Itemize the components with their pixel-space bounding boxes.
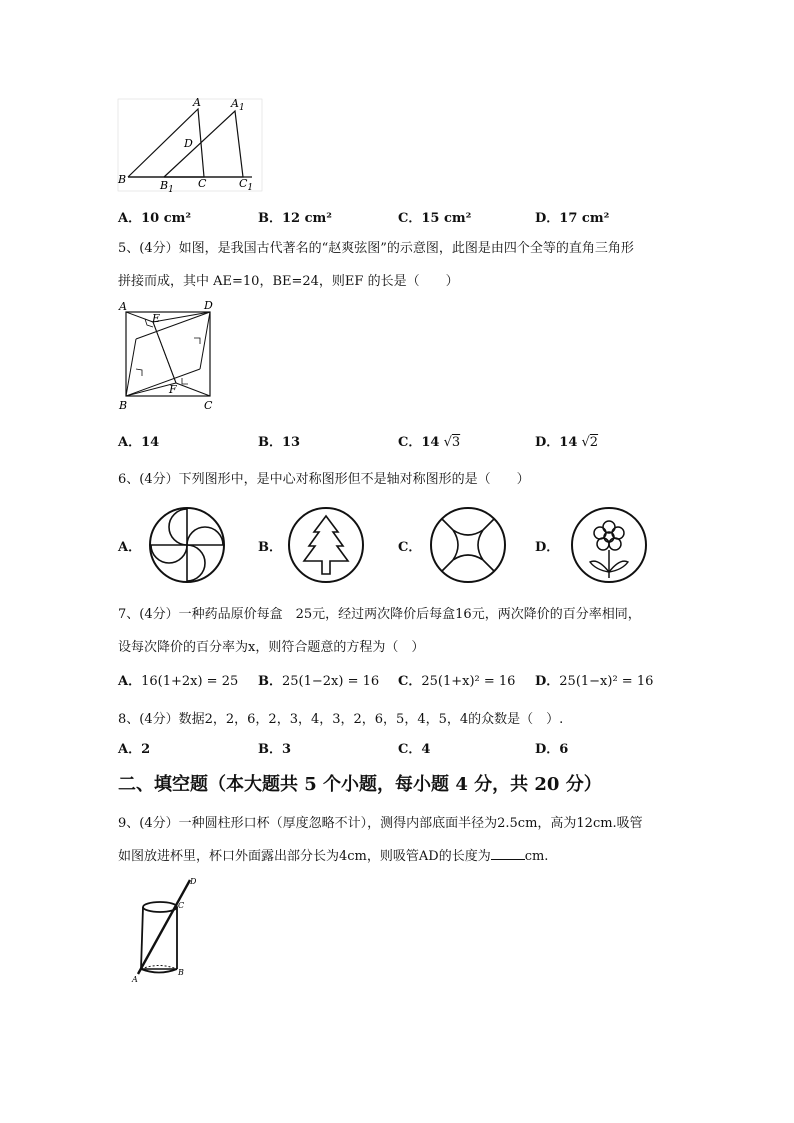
pinwheel-icon (148, 506, 226, 584)
q4-label-b1: $B_1$ (160, 179, 174, 195)
q8-option-b[interactable]: B．3 (258, 742, 292, 757)
q7-option-c[interactable]: C．25(1+x)² = 16 (398, 674, 516, 689)
q9-label-b: B (178, 968, 184, 977)
q9-stem-line1: 9、(4分）一种圆柱形口杯（厚度忽略不计），测得内部底面半径为2.5cm，高为12cm.吸管 (118, 816, 643, 831)
q7-option-d[interactable]: D．25(1−x)² = 16 (535, 674, 654, 689)
q5-zhao-shuang-figure (116, 298, 226, 413)
q4-label-a1: $A_1$ (231, 97, 245, 113)
q7-stem-line2: 设每次降价的百分率为x，则符合题意的方程为（ ） (118, 640, 425, 655)
q4-option-b[interactable]: B．12 cm² (258, 211, 332, 226)
q5-label-b: B (119, 399, 128, 412)
q5-option-b[interactable]: B．13 (258, 435, 301, 450)
q8-option-c[interactable]: C．4 (398, 742, 431, 757)
q5-option-a[interactable]: A．14 (118, 435, 160, 450)
q4-label-d: D (184, 137, 193, 150)
q8-stem: 8、(4分）数据2，2，6，2，3，4，3，2，6，5，4，5，4的众数是（ ）. (118, 712, 564, 727)
q4-label-c: C (198, 177, 207, 190)
q5-label-d: D (204, 299, 213, 312)
q9-answer-blank[interactable] (491, 848, 525, 860)
q5-option-c[interactable]: C．14 √3 (398, 435, 461, 450)
q4-label-a: A (193, 96, 201, 109)
q5-label-a: A (119, 300, 127, 313)
q5-label-c: C (204, 399, 213, 412)
q4-option-c[interactable]: C．15 cm² (398, 211, 472, 226)
section-title-fill-in: 二、填空题（本大题共 5 个小题，每小题 4 分，共 20 分） (118, 774, 602, 795)
flower-icon (570, 506, 648, 584)
q4-option-d[interactable]: D．17 cm² (535, 211, 610, 226)
q4-label-b: B (118, 173, 127, 186)
q5-label-e: E (152, 312, 161, 325)
curved-square-icon (429, 506, 507, 584)
q8-option-d[interactable]: D．6 (535, 742, 569, 757)
q5-label-f: F (169, 383, 177, 396)
q4-option-a[interactable]: A．10 cm² (118, 211, 192, 226)
q9-label-a: A (132, 975, 138, 984)
q9-label-c: C (178, 901, 185, 910)
q9-cylinder-straw-figure (128, 872, 208, 987)
q9-label-d: D (190, 877, 197, 886)
tree-icon (287, 506, 365, 584)
q8-option-a[interactable]: A．2 (118, 742, 151, 757)
q5-stem-line2: 拼接而成，其中 AE=10，BE=24，则EF 的长是（ ） (118, 274, 459, 289)
q4-triangle-figure (110, 95, 270, 195)
q6-stem: 6、(4分）下列图形中，是中心对称图形但不是轴对称图形的是（ ） (118, 472, 530, 487)
q9-stem-line2: 如图放进杯里，杯口外面露出部分长为4cm，则吸管AD的长度为 cm. (118, 849, 549, 864)
q5-stem-line1: 5、(4分）如图，是我国古代著名的“赵爽弦图”的示意图，此图是由四个全等的直角三角形 (118, 241, 634, 256)
q6-option-c[interactable]: C． (398, 540, 422, 555)
q6-option-d[interactable]: D． (535, 540, 560, 555)
q7-option-b[interactable]: B．25(1−2x) = 16 (258, 674, 380, 689)
q7-option-a[interactable]: A．16(1+2x) = 25 (118, 674, 239, 689)
q6-option-a[interactable]: A． (118, 540, 142, 555)
q5-option-d[interactable]: D．14 √2 (535, 435, 599, 450)
q7-stem-line1: 7、(4分）一种药品原价每盒 25元，经过两次降价后每盒16元，两次降价的百分率相同， (118, 607, 641, 622)
q4-label-c1: $C_1$ (239, 177, 254, 193)
q6-option-b[interactable]: B． (258, 540, 282, 555)
